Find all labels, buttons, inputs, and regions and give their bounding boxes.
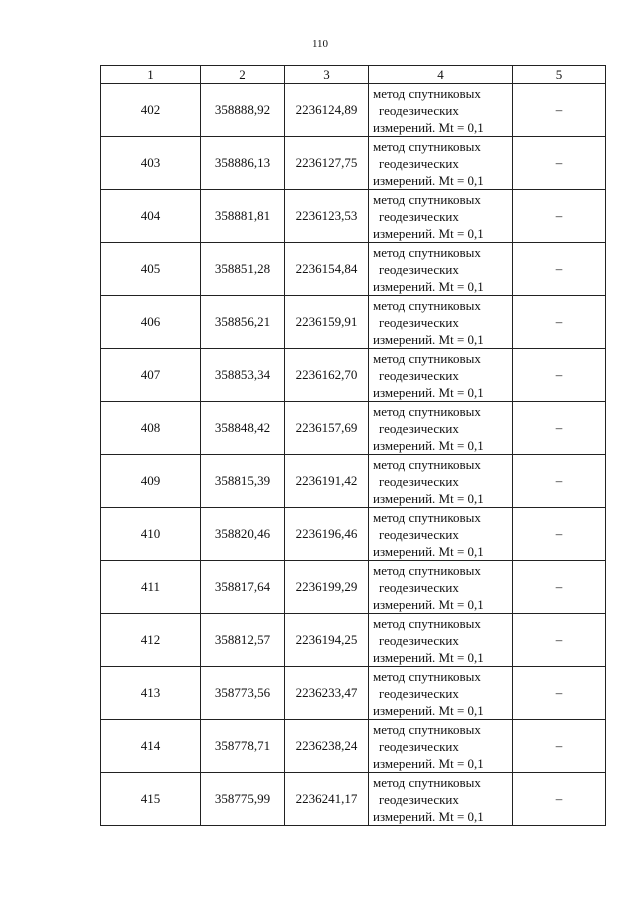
method-line: метод спутниковых xyxy=(373,191,481,207)
y-coordinate-cell: 2236157,69 xyxy=(285,402,369,455)
y-coordinate-cell: 2236127,75 xyxy=(285,137,369,190)
note-cell: – xyxy=(513,720,606,773)
method-line: измерений. Mt = 0,1 xyxy=(373,808,484,824)
point-number-cell: 403 xyxy=(101,137,201,190)
x-coordinate-cell: 358820,46 xyxy=(201,508,285,561)
method-cell xyxy=(369,296,513,349)
point-number-cell: 404 xyxy=(101,190,201,243)
method-line: измерений. Mt = 0,1 xyxy=(373,119,484,135)
table-row xyxy=(101,667,606,720)
point-number-cell: 408 xyxy=(101,402,201,455)
x-coordinate-cell: 358773,56 xyxy=(201,667,285,720)
method-cell xyxy=(369,614,513,667)
table-row xyxy=(101,508,606,561)
method-cell xyxy=(369,243,513,296)
point-number-cell: 406 xyxy=(101,296,201,349)
method-line: геодезических xyxy=(379,314,459,330)
method-line: измерений. Mt = 0,1 xyxy=(373,596,484,612)
method-line: метод спутниковых xyxy=(373,85,481,101)
note-cell: – xyxy=(513,773,606,826)
method-cell xyxy=(369,508,513,561)
y-coordinate-cell: 2236241,17 xyxy=(285,773,369,826)
method-line: геодезических xyxy=(379,791,459,807)
y-coordinate-cell: 2236154,84 xyxy=(285,243,369,296)
method-line: метод спутниковых xyxy=(373,138,481,154)
point-number-cell: 410 xyxy=(101,508,201,561)
y-coordinate-cell: 2236123,53 xyxy=(285,190,369,243)
y-coordinate-cell: 2236196,46 xyxy=(285,508,369,561)
point-number-cell: 415 xyxy=(101,773,201,826)
x-coordinate-cell: 358856,21 xyxy=(201,296,285,349)
x-coordinate-cell: 358851,28 xyxy=(201,243,285,296)
note-cell: – xyxy=(513,561,606,614)
method-line: измерений. Mt = 0,1 xyxy=(373,649,484,665)
point-number-cell: 402 xyxy=(101,84,201,137)
y-coordinate-cell: 2236199,29 xyxy=(285,561,369,614)
method-line: геодезических xyxy=(379,208,459,224)
x-coordinate-cell: 358886,13 xyxy=(201,137,285,190)
y-coordinate-cell: 2236194,25 xyxy=(285,614,369,667)
note-cell: – xyxy=(513,190,606,243)
method-line: метод спутниковых xyxy=(373,774,481,790)
x-coordinate-cell: 358853,34 xyxy=(201,349,285,402)
x-coordinate-cell: 358848,42 xyxy=(201,402,285,455)
method-line: геодезических xyxy=(379,155,459,171)
point-number-cell: 414 xyxy=(101,720,201,773)
method-line: геодезических xyxy=(379,738,459,754)
table-row xyxy=(101,455,606,508)
x-coordinate-cell: 358775,99 xyxy=(201,773,285,826)
method-line: геодезических xyxy=(379,261,459,277)
point-number-cell: 412 xyxy=(101,614,201,667)
method-cell xyxy=(369,84,513,137)
note-cell: – xyxy=(513,455,606,508)
method-cell xyxy=(369,773,513,826)
column-header: 1 xyxy=(101,66,201,84)
table-header-row xyxy=(101,66,606,84)
point-number-cell: 405 xyxy=(101,243,201,296)
table-row xyxy=(101,349,606,402)
method-cell xyxy=(369,720,513,773)
method-line: геодезических xyxy=(379,367,459,383)
table-row xyxy=(101,614,606,667)
x-coordinate-cell: 358812,57 xyxy=(201,614,285,667)
method-line: геодезических xyxy=(379,473,459,489)
note-cell: – xyxy=(513,84,606,137)
method-line: измерений. Mt = 0,1 xyxy=(373,437,484,453)
method-line: геодезических xyxy=(379,685,459,701)
method-line: метод спутниковых xyxy=(373,403,481,419)
method-line: метод спутниковых xyxy=(373,244,481,260)
method-line: метод спутниковых xyxy=(373,721,481,737)
method-line: метод спутниковых xyxy=(373,297,481,313)
y-coordinate-cell: 2236162,70 xyxy=(285,349,369,402)
table-row xyxy=(101,137,606,190)
x-coordinate-cell: 358881,81 xyxy=(201,190,285,243)
table-row xyxy=(101,720,606,773)
page-number: 110 xyxy=(311,38,329,50)
note-cell: – xyxy=(513,667,606,720)
column-header: 3 xyxy=(285,66,369,84)
table-row xyxy=(101,561,606,614)
method-line: измерений. Mt = 0,1 xyxy=(373,225,484,241)
method-cell xyxy=(369,190,513,243)
method-cell xyxy=(369,455,513,508)
table-row xyxy=(101,402,606,455)
method-line: геодезических xyxy=(379,632,459,648)
column-header: 2 xyxy=(201,66,285,84)
y-coordinate-cell: 2236191,42 xyxy=(285,455,369,508)
column-header: 5 xyxy=(513,66,606,84)
table-row xyxy=(101,84,606,137)
note-cell: – xyxy=(513,296,606,349)
y-coordinate-cell: 2236124,89 xyxy=(285,84,369,137)
method-line: измерений. Mt = 0,1 xyxy=(373,172,484,188)
y-coordinate-cell: 2236159,91 xyxy=(285,296,369,349)
x-coordinate-cell: 358888,92 xyxy=(201,84,285,137)
method-cell xyxy=(369,561,513,614)
method-line: измерений. Mt = 0,1 xyxy=(373,384,484,400)
method-line: геодезических xyxy=(379,102,459,118)
method-line: измерений. Mt = 0,1 xyxy=(373,331,484,347)
method-line: метод спутниковых xyxy=(373,456,481,472)
table-row xyxy=(101,190,606,243)
method-line: метод спутниковых xyxy=(373,350,481,366)
point-number-cell: 407 xyxy=(101,349,201,402)
table-row xyxy=(101,243,606,296)
point-number-cell: 413 xyxy=(101,667,201,720)
method-cell xyxy=(369,137,513,190)
method-line: измерений. Mt = 0,1 xyxy=(373,755,484,771)
point-number-cell: 411 xyxy=(101,561,201,614)
note-cell: – xyxy=(513,349,606,402)
method-line: измерений. Mt = 0,1 xyxy=(373,278,484,294)
method-line: геодезических xyxy=(379,526,459,542)
method-line: геодезических xyxy=(379,579,459,595)
table-body xyxy=(101,84,606,826)
method-line: измерений. Mt = 0,1 xyxy=(373,702,484,718)
table-row xyxy=(101,773,606,826)
method-line: метод спутниковых xyxy=(373,615,481,631)
method-line: метод спутниковых xyxy=(373,562,481,578)
y-coordinate-cell: 2236238,24 xyxy=(285,720,369,773)
table-row xyxy=(101,296,606,349)
column-header: 4 xyxy=(369,66,513,84)
method-line: метод спутниковых xyxy=(373,668,481,684)
y-coordinate-cell: 2236233,47 xyxy=(285,667,369,720)
coordinates-table xyxy=(100,65,606,826)
point-number-cell: 409 xyxy=(101,455,201,508)
note-cell: – xyxy=(513,508,606,561)
x-coordinate-cell: 358817,64 xyxy=(201,561,285,614)
method-line: измерений. Mt = 0,1 xyxy=(373,543,484,559)
note-cell: – xyxy=(513,402,606,455)
note-cell: – xyxy=(513,243,606,296)
method-line: геодезических xyxy=(379,420,459,436)
x-coordinate-cell: 358815,39 xyxy=(201,455,285,508)
method-cell xyxy=(369,349,513,402)
note-cell: – xyxy=(513,614,606,667)
method-line: измерений. Mt = 0,1 xyxy=(373,490,484,506)
method-cell xyxy=(369,667,513,720)
method-line: метод спутниковых xyxy=(373,509,481,525)
method-cell xyxy=(369,402,513,455)
note-cell: – xyxy=(513,137,606,190)
x-coordinate-cell: 358778,71 xyxy=(201,720,285,773)
